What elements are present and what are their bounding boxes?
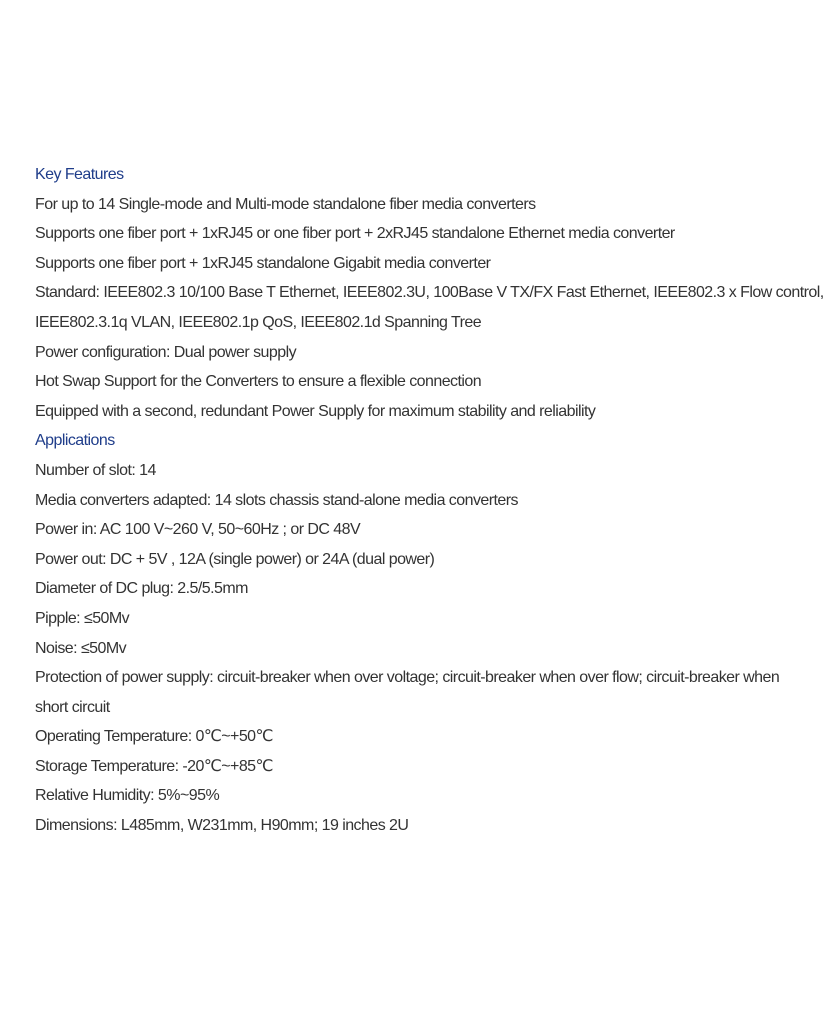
application-line: Number of slot: 14 xyxy=(35,461,156,479)
feature-line: For up to 14 Single-mode and Multi-mode standalone fiber media converters xyxy=(35,195,536,213)
application-line: Power in: AC 100 V~260 V, 50~60Hz ; or DC 48V xyxy=(35,521,361,539)
application-line: Relative Humidity: 5%~95% xyxy=(35,787,220,805)
applications-heading: Applications xyxy=(35,432,115,450)
applications-section xyxy=(35,426,780,840)
feature-line: Standard: IEEE802.3 10/100 Base T Ethernet, IEEE802.3U, 100Base V TX/FX Fast Ethernet, IEEE802.3 x Flow control, xyxy=(35,284,824,302)
application-line: Protection of power supply: circuit-breaker when over voltage; circuit-breaker when over flow; circuit-breaker when xyxy=(35,669,780,687)
key-features-heading: Key Features xyxy=(35,166,124,183)
application-line: Operating Temperature: 0℃~+50℃ xyxy=(35,728,273,746)
feature-line: Supports one fiber port + 1xRJ45 standalone Gigabit media converter xyxy=(35,254,491,272)
application-line: Pipple: ≤50Mv xyxy=(35,609,130,627)
key-features-section xyxy=(35,160,824,426)
feature-line: IEEE802.3.1q VLAN, IEEE802.1p QoS, IEEE802.1d Spanning Tree xyxy=(35,313,482,331)
application-line: Dimensions: L485mm, W231mm, H90mm; 19 inches 2U xyxy=(35,817,409,835)
feature-line: Supports one fiber port + 1xRJ45 or one fiber port + 2xRJ45 standalone Ethernet media converter xyxy=(35,225,675,243)
application-line: Power out: DC + 5V , 12A (single power) or 24A (dual power) xyxy=(35,550,435,568)
feature-line: Power configuration: Dual power supply xyxy=(35,343,297,361)
feature-line: Equipped with a second, redundant Power Supply for maximum stability and reliability xyxy=(35,402,596,420)
application-line: short circuit xyxy=(35,698,110,716)
application-line: Media converters adapted: 14 slots chassis stand-alone media converters xyxy=(35,491,519,509)
spec-document xyxy=(35,160,824,841)
application-line: Storage Temperature: -20℃~+85℃ xyxy=(35,757,273,775)
application-line: Noise: ≤50Mv xyxy=(35,639,127,657)
application-line: Diameter of DC plug: 2.5/5.5mm xyxy=(35,580,248,598)
feature-line: Hot Swap Support for the Converters to ensure a flexible connection xyxy=(35,373,482,391)
